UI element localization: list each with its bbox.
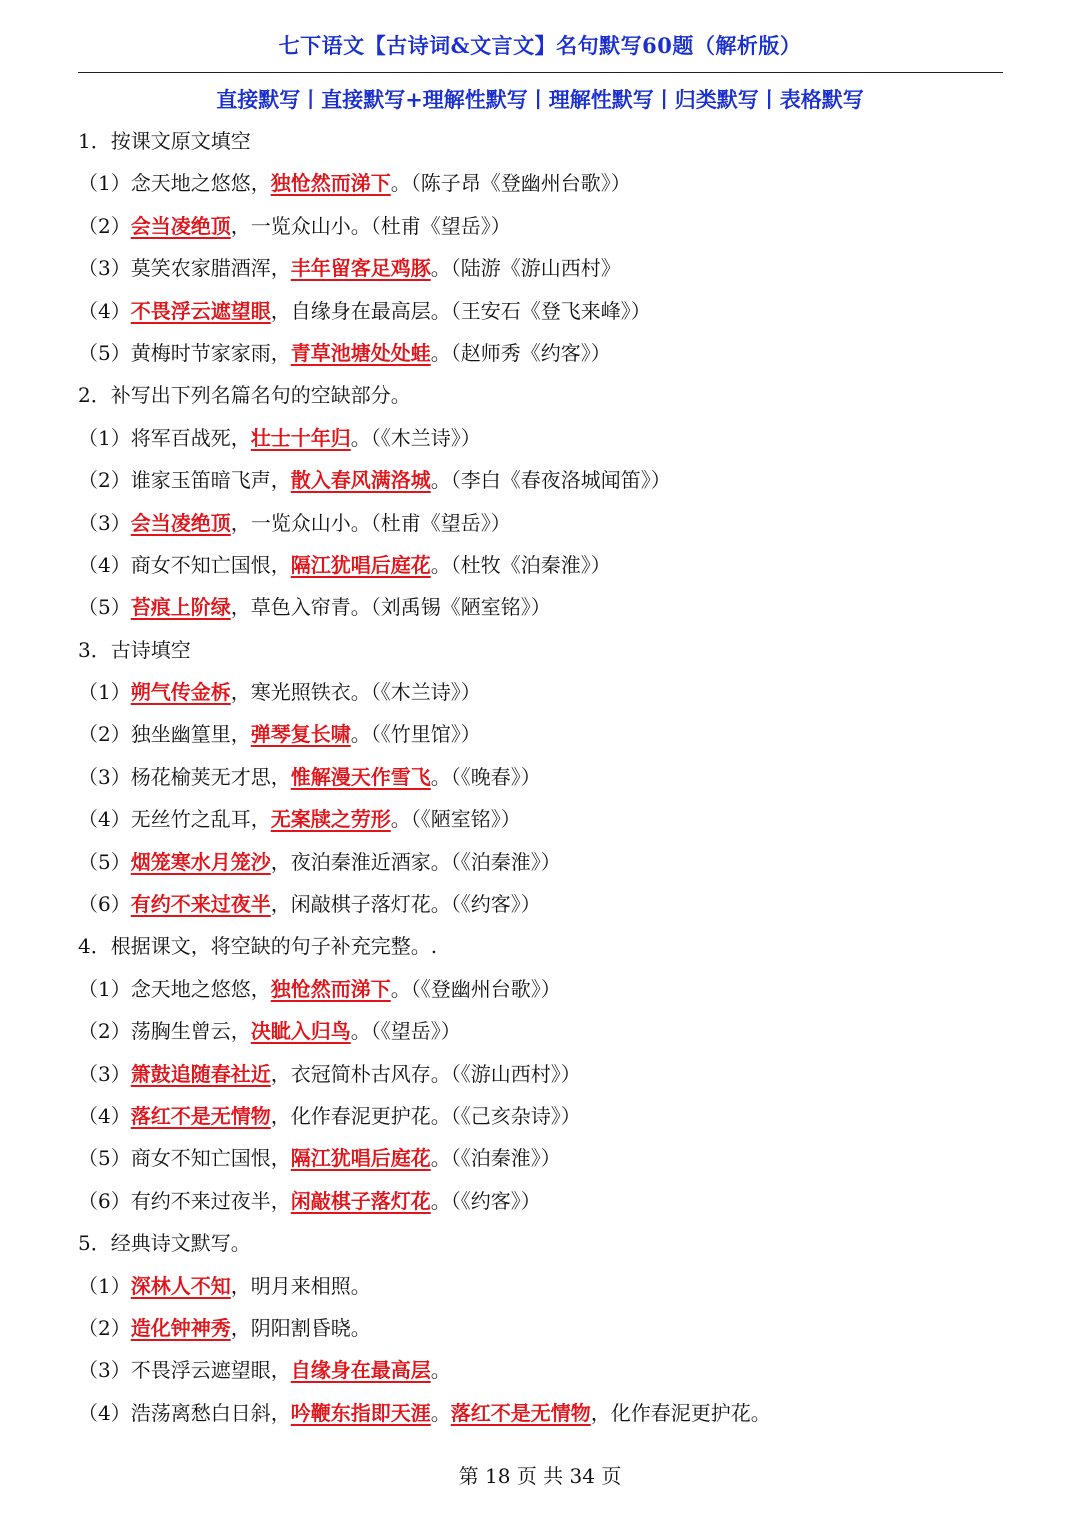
prompt-text: 。 xyxy=(430,1358,451,1383)
section-title: 5．经典诗文默写。 xyxy=(78,1231,251,1256)
prompt-text: ，衣冠简朴古风存。（《游山西村》） xyxy=(270,1061,581,1086)
prompt-text: ，明月来相照。 xyxy=(230,1273,371,1298)
prompt-text: ，夜泊秦淮近酒家。（《泊秦淮》） xyxy=(270,849,561,874)
answer-text: 隔江犹唱后庭花 xyxy=(290,552,431,577)
exercise-content xyxy=(78,120,1018,1434)
prompt-text: （6） xyxy=(78,892,131,917)
answer-text: 会当凌绝顶 xyxy=(130,213,231,238)
prompt-text: （1）念天地之悠悠， xyxy=(78,976,271,1001)
section-title: 3．古诗填空 xyxy=(78,637,191,662)
answer-text: 朔气传金柝 xyxy=(130,680,231,705)
exercise-item xyxy=(78,713,1018,755)
answer-text: 隔江犹唱后庭花 xyxy=(290,1146,431,1171)
prompt-text: 。（李白《春夜洛城闻笛》） xyxy=(430,468,671,493)
prompt-text: ，化作春泥更护花。 xyxy=(590,1400,771,1425)
prompt-text: （2） xyxy=(78,213,131,238)
exercise-item xyxy=(78,1053,1018,1095)
prompt-text: （2）谁家玉笛暗飞声， xyxy=(78,468,291,493)
answer-text: 会当凌绝顶 xyxy=(130,510,231,535)
answer-text: 丰年留客足鸡豚 xyxy=(290,256,431,281)
exercise-item xyxy=(78,247,1018,289)
prompt-text: 。（陈子昂《登幽州台歌》） xyxy=(390,171,631,196)
prompt-text: ，草色入帘青。（刘禹锡《陋室铭》） xyxy=(230,595,551,620)
exercise-item xyxy=(78,544,1018,586)
prompt-text: （4） xyxy=(78,298,131,323)
prompt-text: 。（《泊秦淮》） xyxy=(430,1146,561,1171)
question-type-list: 直接默写丨直接默写+理解性默写丨理解性默写丨归类默写丨表格默写 xyxy=(216,87,864,112)
exercise-item xyxy=(78,1010,1018,1052)
exercise-item xyxy=(78,756,1018,798)
exercise-item xyxy=(78,502,1018,544)
prompt-text: ，自缘身在最高层。（王安石《登飞来峰》） xyxy=(270,298,651,323)
exercise-item xyxy=(78,417,1018,459)
exercise-item xyxy=(78,1137,1018,1179)
answer-text: 闲敲棋子落灯花 xyxy=(290,1188,431,1213)
prompt-text: ，化作春泥更护花。（《己亥杂诗》） xyxy=(270,1103,581,1128)
prompt-text: （3）杨花榆荚无才思， xyxy=(78,764,291,789)
prompt-text: （4） xyxy=(78,1103,131,1128)
prompt-text: （3）不畏浮云遮望眼， xyxy=(78,1358,291,1383)
prompt-text: 。（陆游《游山西村》 xyxy=(430,256,621,281)
exercise-item xyxy=(78,798,1018,840)
prompt-text: 。（《竹里馆》） xyxy=(350,722,481,747)
answer-text: 弹琴复长啸 xyxy=(250,722,351,747)
prompt-text: 。（《陋室铭》） xyxy=(390,807,521,832)
answer-text: 散入春风满洛城 xyxy=(290,468,431,493)
prompt-text: 。 xyxy=(430,1400,451,1425)
answer-text: 落红不是无情物 xyxy=(450,1400,591,1425)
answer-text: 惟解漫天作雪飞 xyxy=(290,764,431,789)
page-number: 第 18 页 共 34 页 xyxy=(458,1464,622,1488)
answer-text: 独怆然而涕下 xyxy=(270,976,391,1001)
section-title: 1．按课文原文填空 xyxy=(78,129,251,153)
prompt-text: （2）荡胸生曾云， xyxy=(78,1019,251,1044)
prompt-text: （2）独坐幽篁里， xyxy=(78,722,251,747)
prompt-text: （5）商女不知亡国恨， xyxy=(78,1146,291,1171)
prompt-text: （4）无丝竹之乱耳， xyxy=(78,807,271,832)
exercise-item xyxy=(78,1180,1018,1222)
header-divider xyxy=(78,72,1003,73)
answer-text: 不畏浮云遮望眼 xyxy=(130,298,271,323)
prompt-text: （6）有约不来过夜半， xyxy=(78,1188,291,1213)
prompt-text: （5） xyxy=(78,849,131,874)
prompt-text: 。（《望岳》） xyxy=(350,1019,461,1044)
answer-text: 壮士十年归 xyxy=(250,425,351,450)
prompt-text: ，闲敲棋子落灯花。（《约客》） xyxy=(270,892,541,917)
exercise-item xyxy=(78,290,1018,332)
prompt-text: ，一览众山小。（杜甫《望岳》） xyxy=(230,213,511,238)
section-title: 2．补写出下列名篇名句的空缺部分。 xyxy=(78,383,411,408)
exercise-item xyxy=(78,671,1018,713)
answer-text: 吟鞭东指即天涯 xyxy=(290,1400,431,1425)
answer-text: 落红不是无情物 xyxy=(130,1103,271,1128)
answer-text: 深林人不知 xyxy=(130,1273,231,1298)
exercise-item xyxy=(78,205,1018,247)
exercise-item xyxy=(78,586,1018,628)
answer-text: 无案牍之劳形 xyxy=(270,807,391,832)
exercise-item xyxy=(78,459,1018,501)
prompt-text: （3）莫笑农家腊酒浑， xyxy=(78,256,291,281)
prompt-text: （1） xyxy=(78,680,131,705)
prompt-text: （5） xyxy=(78,595,131,620)
answer-text: 有约不来过夜半 xyxy=(130,892,271,917)
prompt-text: （4）商女不知亡国恨， xyxy=(78,552,291,577)
exercise-item xyxy=(78,1095,1018,1137)
page-header-title: 七下语文【古诗词&文言文】名句默写60题（解析版） xyxy=(278,33,802,58)
prompt-text: （1）将军百战死， xyxy=(78,425,251,450)
prompt-text: ，寒光照铁衣。（《木兰诗》） xyxy=(230,680,481,705)
exercise-item xyxy=(78,1349,1018,1391)
prompt-text: （3） xyxy=(78,1061,131,1086)
answer-text: 独怆然而涕下 xyxy=(270,171,391,196)
answer-text: 苔痕上阶绿 xyxy=(130,595,231,620)
prompt-text: （1） xyxy=(78,1273,131,1298)
prompt-text: ，一览众山小。（杜甫《望岳》） xyxy=(230,510,511,535)
prompt-text: ，阴阳割昏晓。 xyxy=(230,1315,371,1340)
prompt-text: 。（杜牧《泊秦淮》） xyxy=(430,552,611,577)
prompt-text: （5）黄梅时节家家雨， xyxy=(78,340,291,365)
answer-text: 烟笼寒水月笼沙 xyxy=(130,849,271,874)
answer-text: 造化钟神秀 xyxy=(130,1315,231,1340)
section-title: 4．根据课文，将空缺的句子补充完整。. xyxy=(78,934,438,959)
prompt-text: 。（《木兰诗》） xyxy=(350,425,481,450)
prompt-text: （4）浩荡离愁白日斜， xyxy=(78,1400,291,1425)
exercise-item xyxy=(78,162,1018,204)
exercise-item xyxy=(78,841,1018,883)
exercise-item xyxy=(78,1307,1018,1349)
answer-text: 自缘身在最高层 xyxy=(290,1358,431,1383)
exercise-item xyxy=(78,883,1018,925)
prompt-text: 。（赵师秀《约客》） xyxy=(430,340,611,365)
answer-text: 决眦入归鸟 xyxy=(250,1019,351,1044)
prompt-text: （3） xyxy=(78,510,131,535)
prompt-text: （1）念天地之悠悠， xyxy=(78,171,271,196)
exercise-item xyxy=(78,1265,1018,1307)
prompt-text: 。（《约客》） xyxy=(430,1188,541,1213)
prompt-text: （2） xyxy=(78,1315,131,1340)
exercise-item xyxy=(78,968,1018,1010)
prompt-text: 。（《晚春》） xyxy=(430,764,541,789)
answer-text: 箫鼓追随春社近 xyxy=(130,1061,271,1086)
exercise-item xyxy=(78,332,1018,374)
answer-text: 青草池塘处处蛙 xyxy=(290,340,431,365)
prompt-text: 。（《登幽州台歌》） xyxy=(390,976,561,1001)
exercise-item xyxy=(78,1392,1018,1434)
